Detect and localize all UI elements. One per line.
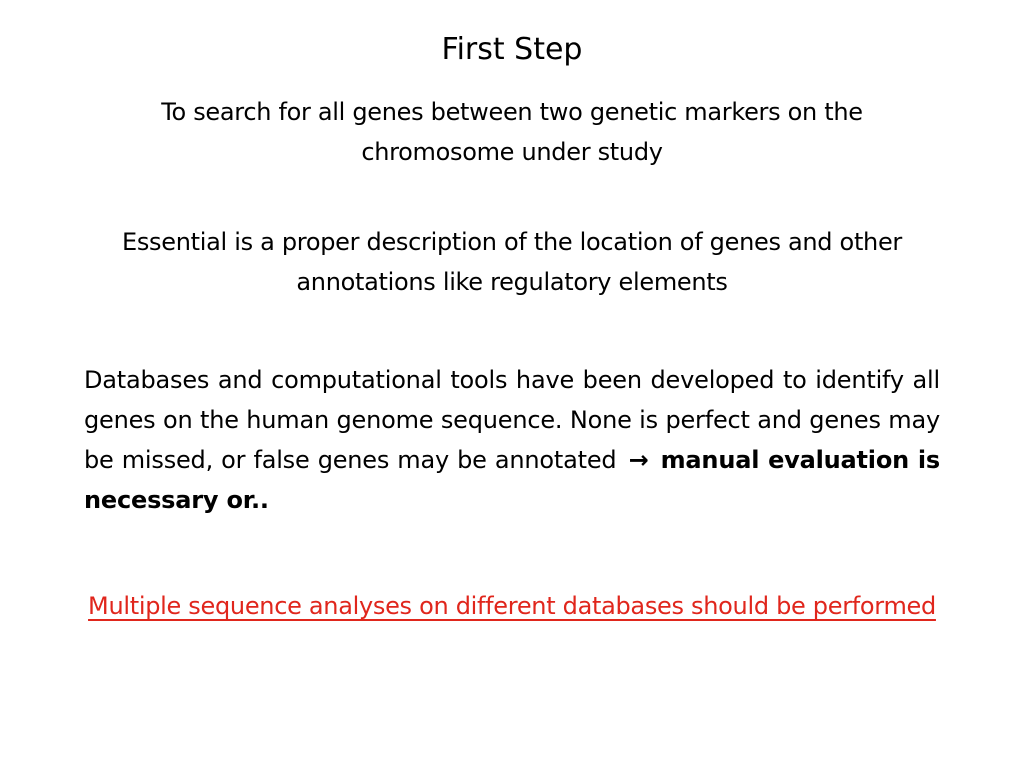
right-arrow-icon: → [628,446,649,474]
paragraph-databases-text: Databases and computational tools have been developed to identify all genes on the human genome sequence. None is perfect and genes may be missed, or false genes may be annotated [84,366,940,474]
paragraph-databases-tools [84,360,940,520]
paragraph-essential-description: Essential is a proper description of the location of genes and other annotations like regulatory elements [121,228,902,296]
slide-title: First Step [441,32,583,67]
paragraph-search-genes: To search for all genes between two genetic markers on the chromosome under study [161,98,863,166]
manual-evaluation-text: manual evaluation is necessary or.. [84,446,940,514]
paragraph-multiple-analyses: Multiple sequence analyses on different databases should be performed [88,592,936,620]
